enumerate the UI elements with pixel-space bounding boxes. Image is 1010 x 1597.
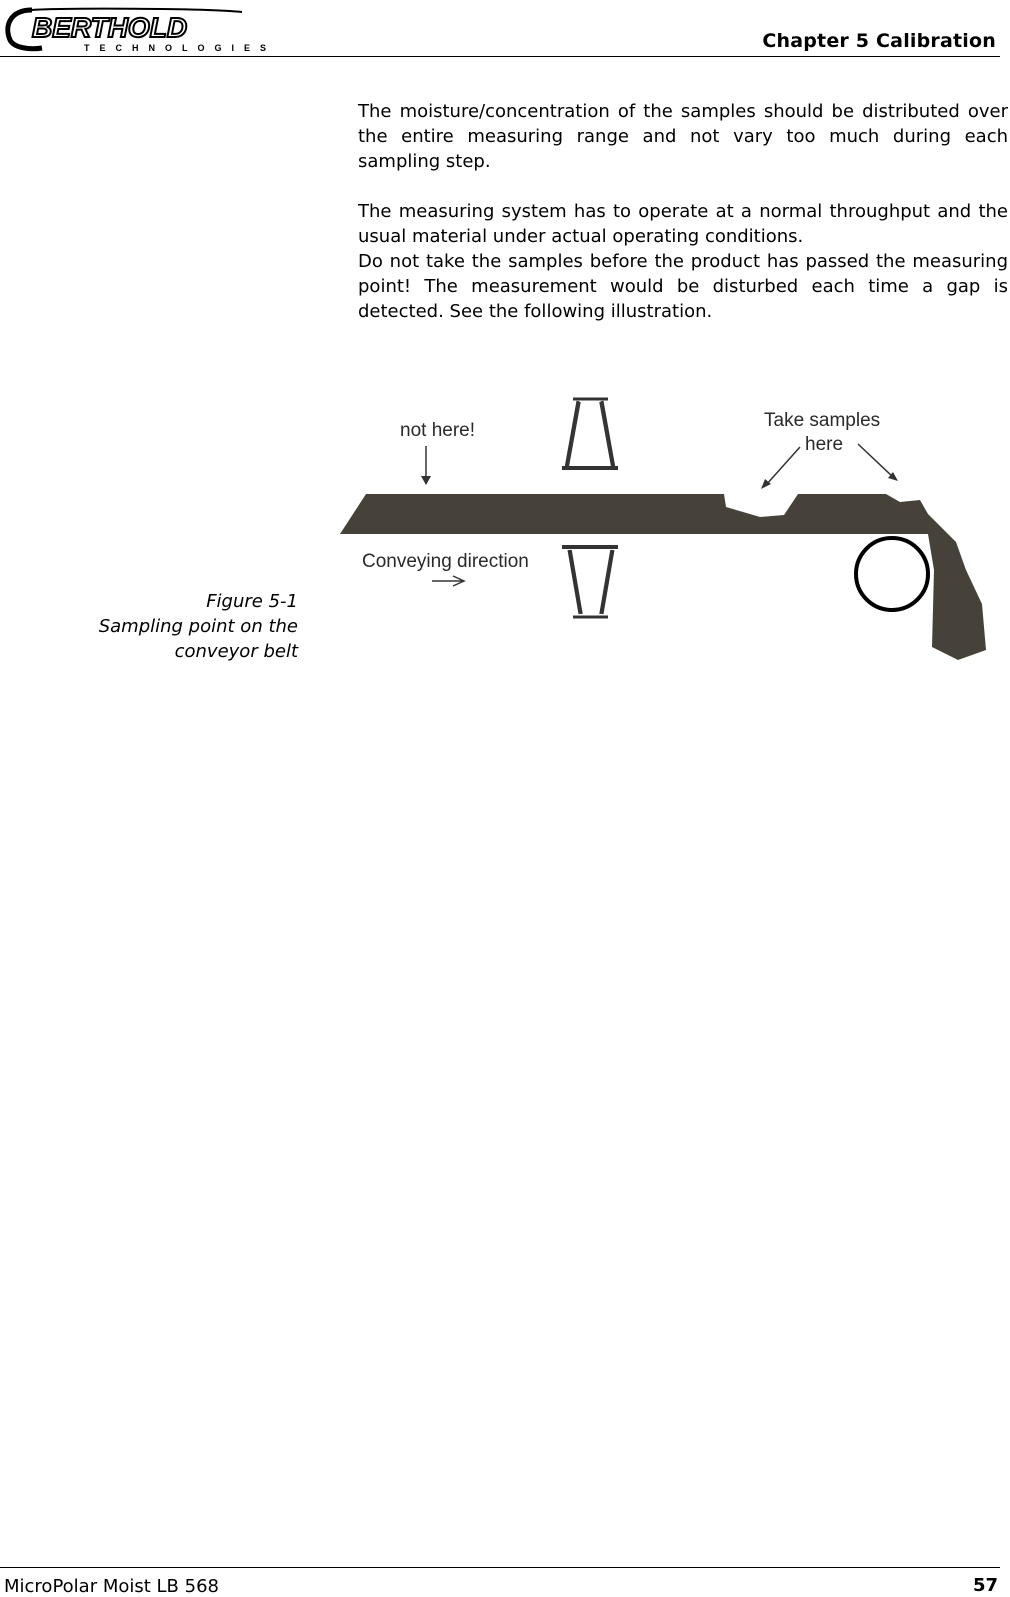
label-take-samples-1: Take samples: [764, 410, 881, 431]
logo-subtitle: TECHNOLOGIES: [84, 43, 277, 53]
upper-sensor-icon: [562, 399, 618, 468]
figure-title-line-2: conveyor belt: [174, 641, 298, 662]
paragraph-measuring-system: The measuring system has to operate at a normal throughput and the usual material under actual operating conditions.: [358, 201, 1008, 247]
berthold-logo: [2, 4, 302, 56]
paragraph-moisture: The moisture/concentration of the samples should be distributed over the entire measuring range and not vary too much during each sampling step.: [358, 101, 1008, 172]
arrow-take-samples-left: [766, 447, 800, 485]
lower-sensor-icon: [562, 547, 618, 617]
header-rule: [0, 56, 1000, 57]
figure-number: Figure 5-1: [206, 591, 298, 612]
paragraph-do-not-take: Do not take the samples before the product has passed the measuring point! The measurement would be disturbed each time a gap is detected. See the following illustration.: [358, 251, 1008, 322]
chapter-title: Chapter 5 Calibration: [762, 30, 996, 52]
logo-wordmark: BERTHOLD: [32, 12, 188, 43]
arrowhead-not-here-icon: [421, 476, 431, 485]
figure-title-line-1: Sampling point on the: [98, 616, 298, 637]
document-name: MicroPolar Moist LB 568: [4, 1576, 219, 1597]
page-number: 57: [972, 1575, 998, 1596]
label-conveying-direction: Conveying direction: [362, 551, 529, 572]
footer-rule: [0, 1567, 1000, 1568]
conveyor-belt-illustration: [340, 392, 1010, 672]
figure-caption: [8, 589, 298, 664]
label-not-here: not here!: [400, 420, 475, 441]
body-paragraph-1: [358, 99, 1008, 174]
roller-icon: [856, 538, 928, 610]
body-paragraph-group: [358, 199, 1008, 324]
label-take-samples-2: here: [805, 434, 844, 455]
arrow-take-samples-right: [858, 444, 893, 477]
